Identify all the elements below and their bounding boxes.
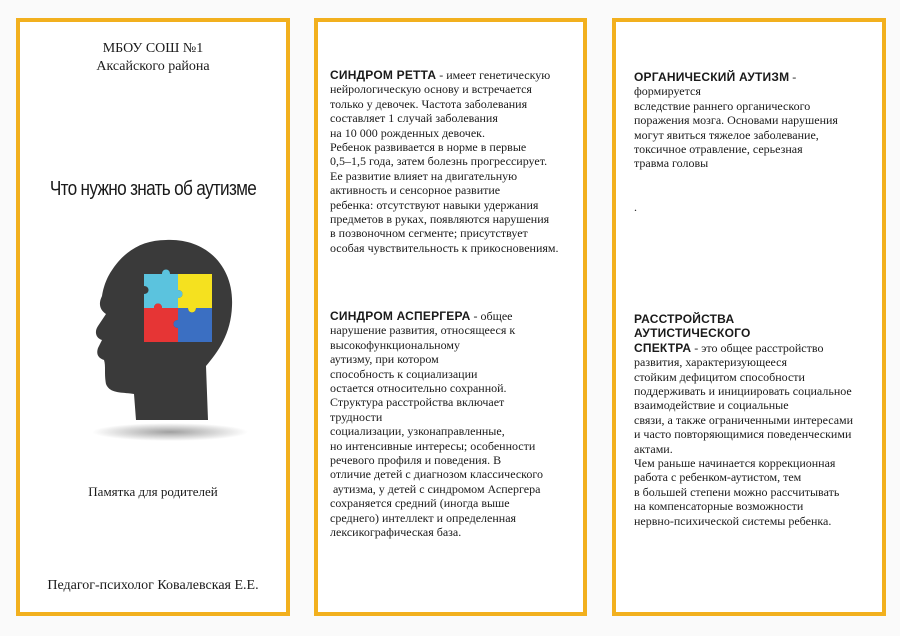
rett-section bbox=[330, 68, 582, 255]
author: Педагог-психолог Ковалевская Е.Е. bbox=[47, 578, 259, 593]
puzzle-piece-red bbox=[144, 304, 178, 343]
school-line-2: Аксайского района bbox=[96, 59, 210, 74]
asperger-section bbox=[330, 309, 582, 540]
middle-panel bbox=[314, 18, 587, 616]
asd-section bbox=[634, 312, 882, 528]
puzzle-piece-yellow bbox=[178, 274, 212, 313]
stray-dot: . bbox=[634, 200, 637, 214]
right-panel bbox=[612, 18, 886, 616]
organic-autism-text: - формируется вследствие раннего органического поражения мозга. Основами нарушения могут явиться тяжелое заболевание, токсичное отравление, серьезная травма головы bbox=[634, 70, 838, 171]
rett-text: - имеет генетическую нейрологическую основу и встречается только у девочек. Частота заболевания составляет 1 случай заболевания на 10 000 рожденных девочек. Ребенок развивается в норме в первые 0,5–1,5 года, затем болезнь прогрессирует. Ее развитие влияет на двигательную активность и сенсорное развитие ребенка: отсутствуют навыки удержания предметов в руках, появляются нарушения в позвоночном сегменте; присутствует особая чувствительность к прикосновениям. bbox=[330, 68, 559, 255]
head-shadow bbox=[92, 423, 248, 441]
asd-heading: РАССТРОЙСТВА АУТИСТИЧЕСКОГО СПЕКТРА bbox=[634, 312, 751, 355]
school-line-1: МБОУ СОШ №1 bbox=[102, 41, 204, 56]
organic-autism-heading: ОРГАНИЧЕСКИЙ АУТИЗМ bbox=[634, 70, 790, 84]
puzzle-piece-blue bbox=[174, 308, 213, 342]
organic-autism-section bbox=[634, 70, 882, 171]
memo-subtitle: Памятка для родителей bbox=[88, 484, 218, 499]
puzzle-piece-blue-light bbox=[144, 270, 183, 309]
cover-panel bbox=[16, 18, 290, 616]
asperger-text: - общее нарушение развития, относящееся к высокофункциональному аутизму, при котором способность к социализации остается относительно сохранной. Структура расстройства включает трудности социализации, узконаправленные, но интенсивные интересы; особенности речевого профиля и поведения. В отличие детей с диагнозом классического аутизма, у детей с синдромом Аспергера сохраняется средний (иногда выше среднего) интеллект и определенная лексикографическая база. bbox=[330, 309, 544, 540]
rett-heading: СИНДРОМ РЕТТА bbox=[330, 68, 437, 82]
asperger-heading: СИНДРОМ АСПЕРГЕРА bbox=[330, 309, 471, 323]
school-name bbox=[20, 40, 286, 76]
booklet-title: Что нужно знать об аутизме bbox=[49, 178, 257, 200]
head-with-puzzle-brain-icon bbox=[82, 234, 252, 454]
asd-text: - это общее расстройство развития, характеризующееся стойким дефицитом способности поддерживать и инициировать социальное взаимодействие и социальные связи, а также ограниченными интересами и часто повторяющимися поведенческими актами. Чем раньше начинается коррекционная работа с ребенком-аутистом, тем в большей степени можно рассчитывать на компенсаторные возможности нервно-психической системы ребенка. bbox=[634, 340, 854, 528]
